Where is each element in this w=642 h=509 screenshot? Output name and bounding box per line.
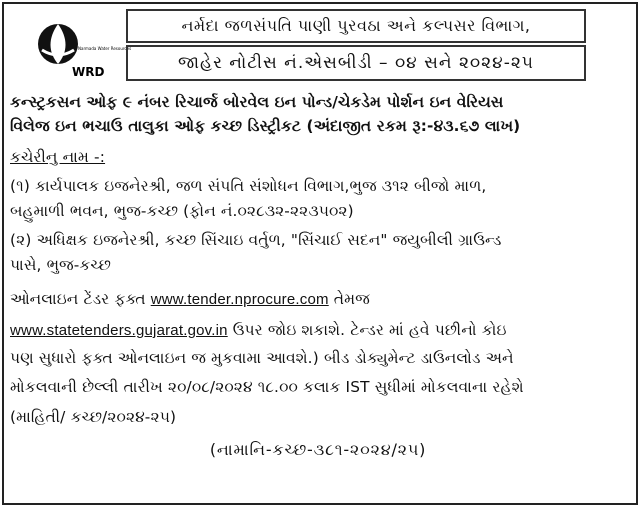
online-suffix: તેમજ <box>328 290 370 308</box>
office-2-line-1: (૨) અધિક્ષક ઇજનેરશ્રી, કચ્છ સિંચાઇ વર્તુળ, "સિંચાઈ સદન" જયુબીલી ગ્રાઉન્ડ <box>10 231 502 249</box>
office-1-line-2: બહુમાળી ભવન, ભુજ-કચ્છ (ફોન નં.૦૨૮૩૨-૨૨૩૫૦૨) <box>10 202 354 220</box>
online-tender-line <box>10 289 370 310</box>
department-title: નર્મદા જળસંપતિ પાણી પુરવઠા અને કલ્પસર વિભાગ, <box>126 9 586 43</box>
info-reference: (માહિતી/ કચ્છ/૨૦૨૪-૨૫) <box>10 408 177 426</box>
tender-link-nprocure[interactable]: www.tender.nprocure.com <box>150 291 329 308</box>
online-prefix: ઓનલાઇન ટેંડર ફક્ત <box>10 290 151 308</box>
office-2-line-2: પાસે, ભુજ-કચ્છ <box>10 256 111 274</box>
amendment-line: પણ સુધારો ફક્ત ઓનલાઇન જ મુકવામા આવશે.) બીડ ડોક્યુમેન્ટ ડાઉનલોડ અને <box>10 349 514 367</box>
state-tenders-line <box>10 320 507 341</box>
deadline-line: મોકલવાની છેલ્લી તારીખ ૨૦/૦૮/૨૦૨૪ ૧૮.૦૦ કલાક IST સુધીમાં મોકલવાના રહેશે <box>10 378 524 396</box>
subject-line-1: કન્સ્ટ્રકસન ઓફ ૯ નંબર રિચાર્જ બોરવેલ ઇન પોન્ડ/ચેકડેમ પોર્શન ઇન વેરિયસ <box>10 93 504 111</box>
notice-number: જાહેર નોટીસ નં.એસબીડી – ૦૪ સને ૨૦૨૪-૨૫ <box>126 45 586 81</box>
tender-link-statetenders[interactable]: www.statetenders.gujarat.gov.in <box>10 322 228 339</box>
subject-line-2: વિલેજ ઇન ભચાઉ તાલુકા ઓફ કચ્છ ડિસ્ટ્રીકટ (અંદાજીત રકમ રૂ:-૪૩.૬૭ લાખ) <box>10 117 521 135</box>
office-1-line-1: (૧) કાર્યપાલક ઇજનેરશ્રી, જળ સંપતિ સંશોધન વિભાગ,ભુજ ૩૧૨ બીજો માળ, <box>10 177 487 195</box>
wrd-logo-icon <box>12 10 132 84</box>
url2-suffix: ઉપર જોઇ શકાશે. ટેન્ડર માં હવે પછીનો કોઇ <box>227 321 507 339</box>
logo-small-text: Narmada Water Resources <box>78 46 132 51</box>
logo-text: WRD <box>72 65 105 79</box>
office-heading: કચેરીનુ નામ -: <box>10 148 106 166</box>
footer-reference: (નામાનિ-કચ્છ-૩૮૧-૨૦૨૪/૨૫) <box>209 440 427 459</box>
